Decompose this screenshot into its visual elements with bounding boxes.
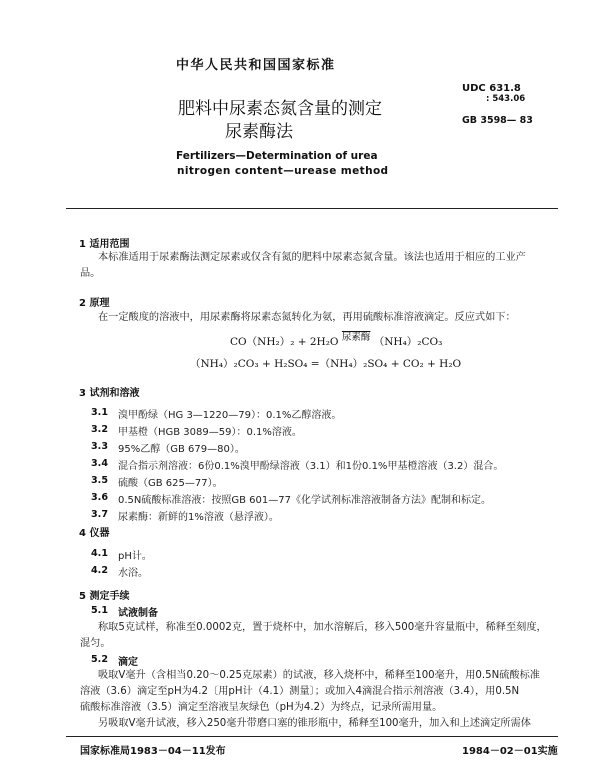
document-title-line2: 尿素酶法 (225, 122, 293, 142)
equation-1-products: （NH₄）₂CO₃ (373, 336, 443, 348)
item-4-2-number: 4.2 (91, 565, 108, 576)
item-3-7-text: 尿素酶：新鲜的1%溶液（悬浮液）。 (118, 512, 279, 523)
item-4-2-text: 水浴。 (118, 568, 148, 579)
subsection-5-1-number: 5.1 (91, 605, 108, 616)
subsection-5-2-line3: 硫酸标准溶液（3.5）滴定至溶液呈灰绿色（pH为4.2）为终点，记录所需用量。 (80, 702, 443, 713)
section-1-line2: 品。 (80, 268, 101, 279)
udc-code-line1: UDC 631.8 (462, 83, 521, 94)
item-3-1-text: 溴甲酚绿（HG 3—1220—79）：0.1%乙醇溶液。 (118, 410, 342, 421)
section-1-heading: 1 适用范围 (79, 239, 130, 250)
document-title-line1: 肥料中尿素态氮含量的测定 (178, 99, 382, 119)
section-2-heading: 2 原理 (79, 298, 110, 309)
subsection-5-1-title: 试液制备 (118, 608, 158, 619)
subsection-5-2-title: 滴定 (118, 657, 138, 668)
item-3-6-number: 3.6 (91, 492, 108, 503)
header-divider (66, 208, 558, 209)
item-3-5-text: 硫酸（GB 625—77）。 (118, 478, 223, 489)
subsection-5-1-line2: 混匀。 (80, 638, 111, 649)
item-3-3-text: 95%乙醇（GB 679—80）。 (118, 444, 245, 455)
subsection-5-1-line1: 称取5克试样，称准至0.0002克，置于烧杯中，加水溶解后，移入500毫升容量瓶中，稀释至刻度， (98, 622, 547, 633)
item-3-7-number: 3.7 (91, 509, 108, 520)
reaction-equation-1 (230, 334, 442, 349)
item-3-2-text: 甲基橙（HGB 3089—59）：0.1%溶液。 (118, 427, 302, 438)
subsection-5-2-line4: 另吸取V毫升试液，移入250毫升带磨口塞的锥形瓶中，稀释至100毫升，加入和上述滴定所需体 (98, 718, 531, 729)
footer-divider (66, 736, 558, 737)
issue-date: 国家标准局1983－04－11发布 (80, 746, 226, 757)
section-2-paragraph: 在一定酸度的溶液中，用尿素酶将尿素态氮转化为氨，再用硫酸标准溶液滴定。反应式如下： (98, 312, 516, 323)
equation-1-catalyst: 尿素酶 (341, 332, 371, 343)
section-4-heading: 4 仪器 (79, 528, 110, 539)
item-3-4-text: 混合指示剂溶液：6份0.1%溴甲酚绿溶液（3.1）和1份0.1%甲基橙溶液（3.2）混合。 (118, 461, 504, 472)
implementation-date: 1984－02－01实施 (462, 746, 558, 757)
item-3-3-number: 3.3 (91, 441, 108, 452)
section-3-heading: 3 试剂和溶液 (79, 388, 140, 399)
gb-standard-number: GB 3598— 83 (462, 115, 533, 126)
english-title-line1: Fertilizers—Determination of urea (176, 150, 378, 162)
section-5-heading: 5 测定手续 (79, 591, 130, 602)
item-3-6-text: 0.5N硫酸标准溶液：按照GB 601—77《化学试剂标准溶液制备方法》配制和标定。 (118, 495, 491, 506)
item-3-4-number: 3.4 (91, 458, 108, 469)
english-title-line2: nitrogen content—urease method (177, 165, 389, 177)
item-4-1-text: pH计。 (118, 551, 152, 562)
item-3-2-number: 3.2 (91, 424, 108, 435)
subsection-5-2-line1: 吸取V毫升（含相当0.20～0.25克尿素）的试液，移入烧杯中，稀释至100毫升，用0.5N硫酸标准 (98, 670, 540, 681)
subsection-5-2-number: 5.2 (91, 654, 108, 665)
reaction-equation-2: （NH₄）₂CO₃ + H₂SO₄ =（NH₄）₂SO₄ + CO₂ + H₂O (190, 358, 462, 370)
equation-1-reactants: CO（NH₂）₂ + 2H₂O (230, 336, 339, 348)
udc-code-line2: : 543.06 (486, 94, 526, 104)
issuing-country-title: 中华人民共和国国家标准 (176, 58, 336, 73)
item-3-5-number: 3.5 (91, 475, 108, 486)
item-4-1-number: 4.1 (91, 548, 108, 559)
section-1-line1: 本标准适用于尿素酶法测定尿素或仅含有氮的肥料中尿素态氮含量。该法也适用于相应的工业产 (98, 252, 526, 263)
subsection-5-2-line2: 溶液（3.6）滴定至pH为4.2〔用pH计（4.1）测量〕；或加入4滴混合指示剂溶液（3.4），用0.5N (80, 686, 520, 697)
item-3-1-number: 3.1 (91, 407, 108, 418)
